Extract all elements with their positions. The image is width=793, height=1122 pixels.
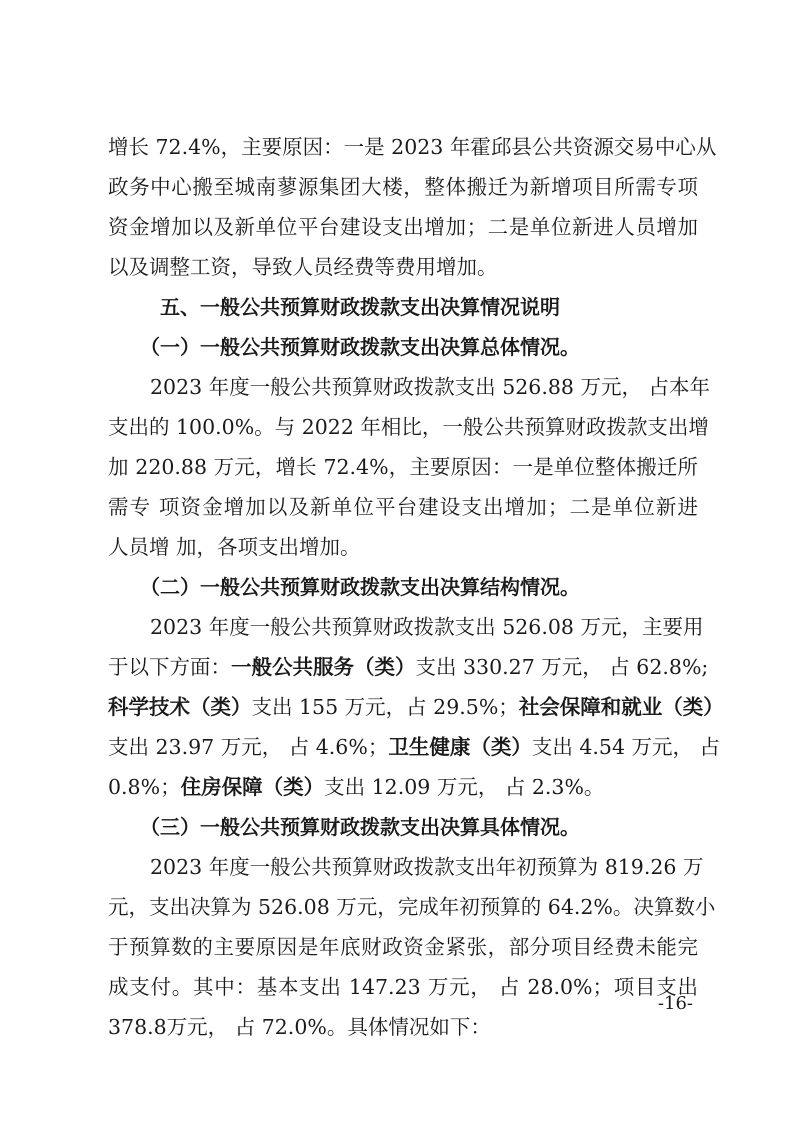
text-run: 支出 23.97 万元， 占 4.6%； <box>108 735 389 759</box>
paragraph-line: 需专 项资金增加以及新单位平台建设支出增加；二是单位新进 <box>108 495 698 519</box>
paragraph-line: 2023 年度一般公共预算财政拨款支出 526.88 万元， 占本年 <box>150 375 710 399</box>
paragraph-line: 于预算数的主要原因是年底财政资金紧张，部分项目经费未能完 <box>108 935 698 959</box>
text-run: 支出 330.27 万元， 占 62.8%; <box>415 655 709 679</box>
section-title: 五、一般公共预算财政拨款支出决算情况说明 <box>160 295 560 319</box>
subsection-heading: （三）一般公共预算财政拨款支出决算具体情况。 <box>140 815 580 839</box>
paragraph-line: 元，支出决算为 526.08 万元，完成年初预算的 64.2%。决算数小 <box>108 895 716 919</box>
paragraph-line: 支出的 100.0%。与 2022 年相比，一般公共预算财政拨款支出增 <box>108 415 709 439</box>
paragraph-line: 资金增加以及新单位平台建设支出增加；二是单位新进人员增加 <box>108 215 698 239</box>
paragraph-line: 增长 72.4%，主要原因：一是 2023 年霍邱县公共资源交易中心从 <box>108 135 717 159</box>
paragraph-line: 成支付。其中：基本支出 147.23 万元， 占 28.0%；项目支出 <box>108 975 698 999</box>
paragraph-line: 378.8万元， 占 72.0%。具体情况如下： <box>108 1015 491 1039</box>
paragraph-line: 人员增 加，各项支出增加。 <box>108 535 361 559</box>
subsection-heading: （二）一般公共预算财政拨款支出决算结构情况。 <box>140 575 580 599</box>
paragraph-line <box>108 772 698 802</box>
paragraph-line <box>108 732 721 762</box>
paragraph-line: 2023 年度一般公共预算财政拨款支出年初预算为 819.26 万 <box>150 855 704 879</box>
paragraph-line: 加 220.88 万元，增长 72.4%，主要原因：一是单位整体搬迁所 <box>108 455 698 479</box>
category-label: 科学技术（类） <box>108 695 252 719</box>
paragraph-line: 政务中心搬至城南蓼源集团大楼，整体搬迁为新增项目所需专项 <box>108 175 698 199</box>
category-label: 一般公共服务（类） <box>231 655 416 679</box>
page-number: -16- <box>657 993 693 1014</box>
paragraph-line <box>108 692 724 722</box>
text-run: 支出 12.09 万元， 占 2.3%。 <box>324 775 605 799</box>
text-run: 0.8%； <box>108 775 181 799</box>
paragraph-line: 2023 年度一般公共预算财政拨款支出 526.08 万元，主要用 <box>150 615 704 639</box>
subsection-heading: （一）一般公共预算财政拨款支出决算总体情况。 <box>140 335 580 359</box>
category-label: 住房保障（类） <box>180 775 325 799</box>
text-run: 支出 4.54 万元， 占 <box>531 735 721 759</box>
text-run: 于以下方面： <box>108 655 231 679</box>
text-run: 支出 155 万元，占 29.5%； <box>251 695 519 719</box>
paragraph-line: 以及调整工资，导致人员经费等费用增加。 <box>108 255 498 279</box>
paragraph-line <box>108 652 709 682</box>
category-label: 社会保障和就业（类） <box>518 695 724 719</box>
category-label: 卫生健康（类） <box>388 735 532 759</box>
